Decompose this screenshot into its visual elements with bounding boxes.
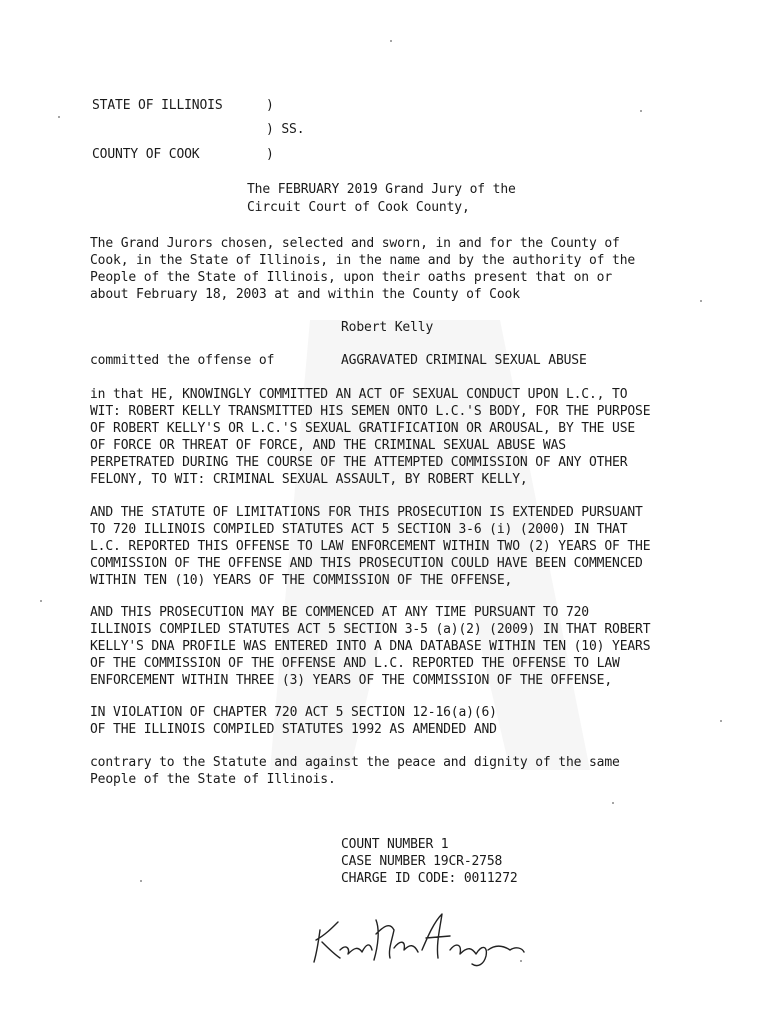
para1-line: OF ROBERT KELLY'S OR L.C.'S SEXUAL GRATIFICATION OR AROUSAL, BY THE USE bbox=[90, 421, 636, 436]
scan-speck bbox=[390, 40, 392, 42]
para5-line: contrary to the Statute and against the peace and dignity of the same bbox=[90, 755, 620, 770]
para3-line: KELLY'S DNA PROFILE WAS ENTERED INTO A DNA DATABASE WITHIN TEN (10) YEARS bbox=[90, 639, 651, 654]
scan-speck bbox=[612, 802, 614, 804]
scan-speck bbox=[40, 600, 42, 602]
preamble-line: The Grand Jurors chosen, selected and sworn, in and for the County of bbox=[90, 236, 620, 251]
para3-line: ILLINOIS COMPILED STATUTES ACT 5 SECTION 3-5 (a)(2) (2009) IN THAT ROBERT bbox=[90, 622, 651, 637]
signature bbox=[310, 900, 530, 970]
caption-paren-3: ) bbox=[266, 147, 274, 162]
scan-speck bbox=[700, 300, 702, 302]
preamble-line: Cook, in the State of Illinois, in the name and by the authority of the bbox=[90, 253, 636, 268]
scan-speck bbox=[720, 720, 722, 722]
para2-line: COMMISSION OF THE OFFENSE AND THIS PROSECUTION COULD HAVE BEEN COMMENCED bbox=[90, 556, 643, 571]
offense-name: AGGRAVATED CRIMINAL SEXUAL ABUSE bbox=[341, 353, 587, 368]
para2-line: AND THE STATUTE OF LIMITATIONS FOR THIS PROSECUTION IS EXTENDED PURSUANT bbox=[90, 505, 643, 520]
para2-line: TO 720 ILLINOIS COMPILED STATUTES ACT 5 SECTION 3-6 (i) (2000) IN THAT bbox=[90, 522, 628, 537]
para3-line: OF THE COMMISSION OF THE OFFENSE AND L.C. REPORTED THE OFFENSE TO LAW bbox=[90, 656, 620, 671]
offense-lead: committed the offense of bbox=[90, 353, 275, 368]
preamble-line: People of the State of Illinois, upon their oaths present that on or bbox=[90, 270, 613, 285]
caption-paren-1: ) bbox=[266, 98, 274, 113]
para3-line: AND THIS PROSECUTION MAY BE COMMENCED AT ANY TIME PURSUANT TO 720 bbox=[90, 605, 589, 620]
para3-line: ENFORCEMENT WITHIN THREE (3) YEARS OF THE COMMISSION OF THE OFFENSE, bbox=[90, 673, 613, 688]
count-number: COUNT NUMBER 1 bbox=[341, 837, 449, 852]
para1-line: OF FORCE OR THREAT OF FORCE, AND THE CRIMINAL SEXUAL ABUSE WAS bbox=[90, 438, 566, 453]
scan-speck bbox=[640, 110, 642, 112]
para1-line: in that HE, KNOWINGLY COMMITTED AN ACT OF SEXUAL CONDUCT UPON L.C., TO bbox=[90, 387, 628, 402]
caption-county: COUNTY OF COOK bbox=[92, 147, 200, 162]
para1-line: WIT: ROBERT KELLY TRANSMITTED HIS SEMEN ONTO L.C.'S BODY, FOR THE PURPOSE bbox=[90, 404, 651, 419]
scan-speck bbox=[58, 116, 60, 118]
scan-speck bbox=[140, 880, 142, 882]
para1-line: FELONY, TO WIT: CRIMINAL SEXUAL ASSAULT, BY ROBERT KELLY, bbox=[90, 472, 528, 487]
para4-line: OF THE ILLINOIS COMPILED STATUTES 1992 AS AMENDED AND bbox=[90, 722, 497, 737]
case-number: CASE NUMBER 19CR-2758 bbox=[341, 854, 503, 869]
para5-line: People of the State of Illinois. bbox=[90, 772, 336, 787]
scan-speck bbox=[520, 960, 522, 962]
jury-line-2: Circuit Court of Cook County, bbox=[247, 200, 470, 215]
preamble-line: about February 18, 2003 at and within the County of Cook bbox=[90, 287, 520, 302]
para2-line: WITHIN TEN (10) YEARS OF THE COMMISSION OF THE OFFENSE, bbox=[90, 573, 513, 588]
para1-line: PERPETRATED DURING THE COURSE OF THE ATTEMPTED COMMISSION OF ANY OTHER bbox=[90, 455, 628, 470]
defendant-name: Robert Kelly bbox=[341, 320, 434, 335]
para4-line: IN VIOLATION OF CHAPTER 720 ACT 5 SECTION 12-16(a)(6) bbox=[90, 705, 497, 720]
charge-id-code: CHARGE ID CODE: 0011272 bbox=[341, 871, 518, 886]
jury-line-1: The FEBRUARY 2019 Grand Jury of the bbox=[247, 182, 516, 197]
caption-ss: ) SS. bbox=[266, 122, 305, 137]
caption-state: STATE OF ILLINOIS bbox=[92, 98, 223, 113]
para2-line: L.C. REPORTED THIS OFFENSE TO LAW ENFORCEMENT WITHIN TWO (2) YEARS OF THE bbox=[90, 539, 651, 554]
